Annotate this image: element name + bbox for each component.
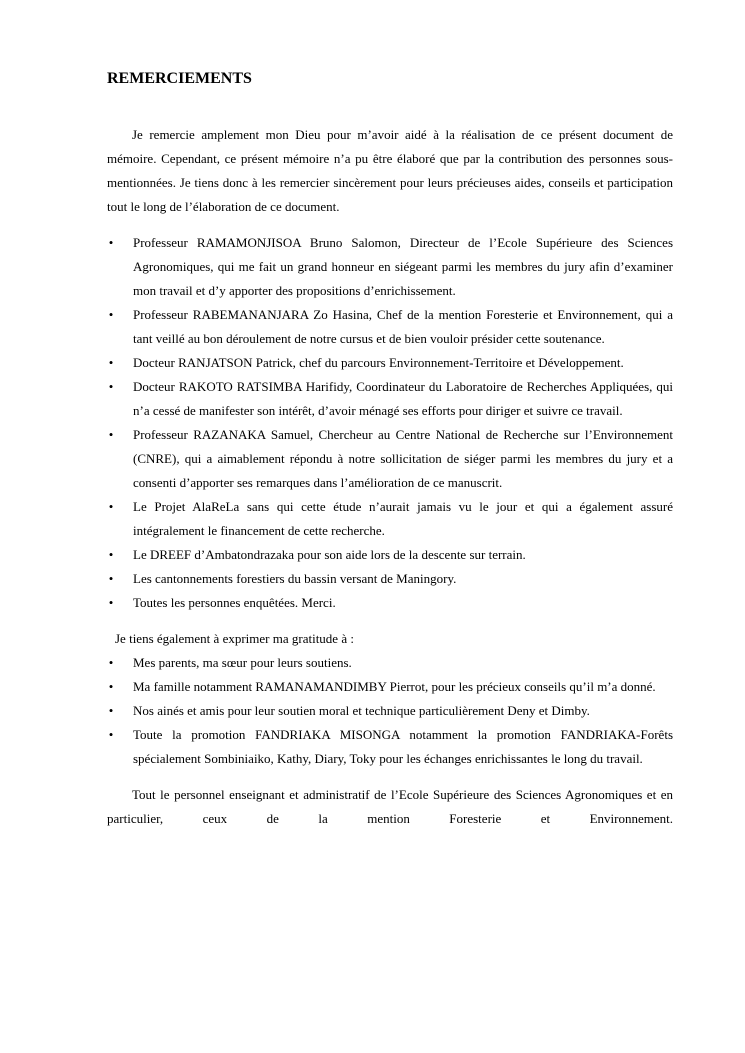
list-item-text: Docteur RAKOTO RATSIMBA Harifidy, Coordinateur du Laboratoire de Recherches Appliquées, qui n’a cessé de manifester son intérêt, d’avoir ménagé ses efforts pour diriger et suivre ce travail. <box>133 379 673 418</box>
list-item <box>107 543 673 567</box>
list-item-text: Nos ainés et amis pour leur soutien moral et technique particulièrement Deny et Dimby. <box>133 703 590 718</box>
list-item <box>107 651 673 675</box>
bullet-icon: • <box>108 655 114 670</box>
bullet-icon: • <box>108 427 114 442</box>
list-item-text: Professeur RAMAMONJISOA Bruno Salomon, Directeur de l’Ecole Supérieure des Sciences Agronomiques, qui me fait un grand honneur en siégeant parmi les membres du jury afin d’examiner mon travail et d’y apporter des propositions d’enrichissement. <box>133 235 673 298</box>
list-item <box>107 351 673 375</box>
list-item <box>107 303 673 351</box>
bullet-icon: • <box>108 379 114 394</box>
list-item-text: Toutes les personnes enquêtées. Merci. <box>133 595 336 610</box>
bullet-icon: • <box>108 499 114 514</box>
list-item-text: Ma famille notamment RAMANAMANDIMBY Pierrot, pour les précieux conseils qu’il m’a donné. <box>133 679 656 694</box>
gratitude-list <box>107 651 673 771</box>
bullet-icon: • <box>108 355 114 370</box>
bullet-icon: • <box>108 235 114 250</box>
bullet-icon: • <box>108 727 114 742</box>
bullet-icon: • <box>108 679 114 694</box>
list-item-text: Le Projet AlaReLa sans qui cette étude n’aurait jamais vu le jour et qui a également assuré intégralement le financement de cette recherche. <box>133 499 673 538</box>
list-item <box>107 591 673 615</box>
page-title: REMERCIEMENTS <box>107 70 252 87</box>
bullet-icon: • <box>108 307 114 322</box>
list-item <box>107 699 673 723</box>
thanks-list <box>107 231 673 615</box>
list-item <box>107 723 673 771</box>
list-item <box>107 567 673 591</box>
list-item-text: Toute la promotion FANDRIAKA MISONGA notamment la promotion FANDRIAKA-Forêts spécialement Sombiniaiko, Kathy, Diary, Toky pour les échanges enrichissantes le long du travail. <box>133 727 673 766</box>
list-item <box>107 675 673 699</box>
list-item-text: Docteur RANJATSON Patrick, chef du parcours Environnement-Territoire et Développement. <box>133 355 624 370</box>
list-item-text: Le DREEF d’Ambatondrazaka pour son aide lors de la descente sur terrain. <box>133 547 526 562</box>
intro-paragraph: Je remercie amplement mon Dieu pour m’avoir aidé à la réalisation de ce présent document de mémoire. Cependant, ce présent mémoire n’a pu être élaboré que par la contribution des personnes sous-mentionnées. Je tiens donc à les remercier sincèrement pour leurs précieuses aides, conseils et participation tout le long de l’élaboration de ce document. <box>107 127 673 214</box>
document-page <box>107 68 673 831</box>
list-item-text: Mes parents, ma sœur pour leurs soutiens. <box>133 655 352 670</box>
closing-paragraph: Tout le personnel enseignant et administratif de l’Ecole Supérieure des Sciences Agronomiques et en particulier, ceux de la mention Foresterie et Environnement. <box>107 787 673 826</box>
list-item-text: Les cantonnements forestiers du bassin versant de Maningory. <box>133 571 457 586</box>
gratitude-intro: Je tiens également à exprimer ma gratitude à : <box>115 631 354 646</box>
list-item <box>107 375 673 423</box>
bullet-icon: • <box>108 703 114 718</box>
bullet-icon: • <box>108 571 114 586</box>
list-item-text: Professeur RAZANAKA Samuel, Chercheur au Centre National de Recherche sur l’Environnement (CNRE), qui a aimablement répondu à notre sollicitation de siéger parmi les membres du jury et a consenti d’apporter ses remarques dans l’amélioration de ce manuscrit. <box>133 427 673 490</box>
bullet-icon: • <box>108 595 114 610</box>
list-item <box>107 423 673 495</box>
list-item <box>107 495 673 543</box>
list-item-text: Professeur RABEMANANJARA Zo Hasina, Chef de la mention Foresterie et Environnement, qui a tant veillé au bon déroulement de notre cursus et de bien vouloir présider cette soutenance. <box>133 307 673 346</box>
bullet-icon: • <box>108 547 114 562</box>
list-item <box>107 231 673 303</box>
